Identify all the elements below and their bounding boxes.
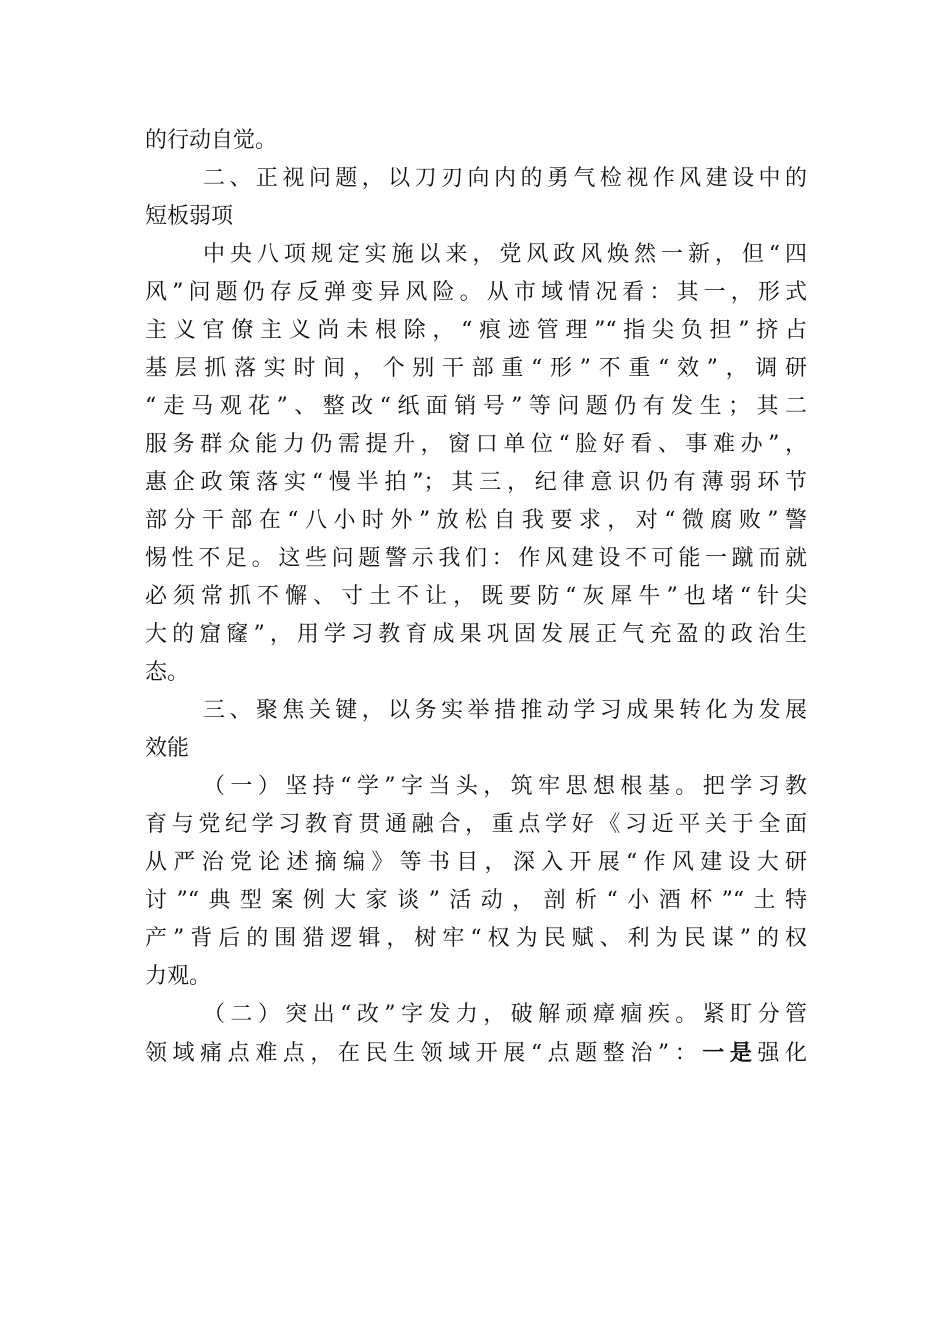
- text-line: 产”背后的围猎逻辑，树牢“权为民赋、利为民谋”的权: [145, 926, 807, 951]
- paragraph-continuation: [145, 122, 807, 160]
- text-line: 惠企政策落实“慢半拍”；其三，纪律意识仍有薄弱环节: [145, 470, 807, 495]
- text-segment: 领域痛点难点，在民生领域开展“点题整治”：: [145, 1041, 703, 1066]
- document-page: [145, 122, 807, 1072]
- text-line: （一）坚持“学”字当头，筑牢思想根基。把学习教: [203, 774, 807, 799]
- text-line: （二）突出“改”字发力，破解顽瘴痼疾。紧盯分管: [203, 1002, 807, 1027]
- text-segment: 强化: [757, 1041, 807, 1066]
- heading-line: 三、聚焦关键，以务实举措推动学习成果转化为发展: [203, 698, 807, 723]
- heading-line: 效能: [145, 736, 190, 761]
- text-line: 讨”“典型案例大家谈”活动，剖析“小酒杯”“土特: [145, 888, 807, 913]
- text-line: 主义官僚主义尚未根除，“痕迹管理”“指尖负担”挤占: [145, 318, 807, 343]
- text-line: [145, 1034, 807, 1072]
- text-line: 力观。: [145, 964, 212, 989]
- heading-line: 短板弱项: [145, 204, 234, 229]
- paragraph-problems: [145, 236, 807, 692]
- text-line: 态。: [145, 660, 190, 685]
- subsection-1: [145, 768, 807, 996]
- text-line: 的行动自觉。: [145, 128, 278, 153]
- section-heading-3: [145, 692, 807, 768]
- text-line: 从严治党论述摘编》等书目，深入开展“作风建设大研: [145, 850, 807, 875]
- text-line: 大的窟窿”，用学习教育成果巩固发展正气充盈的政治生: [145, 622, 807, 647]
- text-line: 育与党纪学习教育贯通融合，重点学好《习近平关于全面: [145, 812, 807, 837]
- text-line: “走马观花”、整改“纸面销号”等问题仍有发生；其二: [145, 394, 807, 419]
- section-heading-2: [145, 160, 807, 236]
- bold-emphasis: 一是: [702, 1040, 758, 1066]
- text-line: 部分干部在“八小时外”放松自我要求，对“微腐败”警: [145, 508, 807, 533]
- text-line: 基层抓落实时间，个别干部重“形”不重“效”，调研: [145, 356, 807, 381]
- text-line: 中央八项规定实施以来，党风政风焕然一新，但“四: [203, 242, 807, 267]
- heading-line: 二、正视问题，以刀刃向内的勇气检视作风建设中的: [203, 166, 807, 191]
- text-line: 惕性不足。这些问题警示我们：作风建设不可能一蹴而就: [145, 546, 807, 571]
- text-line: 风”问题仍存反弹变异风险。从市域情况看：其一，形式: [145, 280, 807, 305]
- subsection-2: [145, 996, 807, 1072]
- text-line: 服务群众能力仍需提升，窗口单位“脸好看、事难办”，: [145, 432, 807, 457]
- text-line: 必须常抓不懈、寸土不让，既要防“灰犀牛”也堵“针尖: [145, 584, 807, 609]
